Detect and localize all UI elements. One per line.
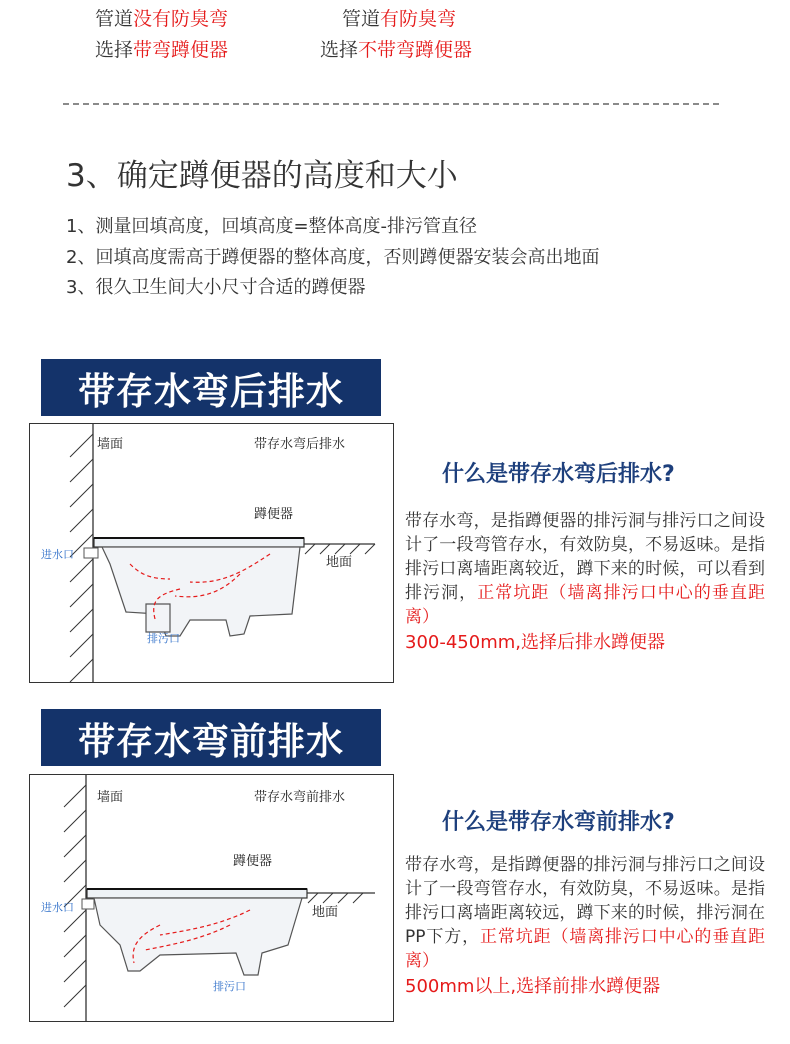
front-diagram bbox=[29, 774, 394, 1022]
front-floor-label: 地面 bbox=[312, 905, 339, 920]
front-paragraph-red: 正常坑距（墙离排污口中心的垂直距离） bbox=[405, 927, 765, 971]
right-pipe-prefix: 管道 bbox=[342, 8, 381, 30]
front-question: 什么是带存水弯前排水? bbox=[442, 810, 675, 835]
rear-toilet-label: 蹲便器 bbox=[254, 507, 294, 522]
rear-inlet-label: 进水口 bbox=[41, 548, 74, 561]
rear-spec: 300-450mm,选择后排水蹲便器 bbox=[405, 632, 665, 653]
front-paragraph-text: 带存水弯，是指蹲便器的排污洞与排污口之间设计了一段弯管存水，有效防臭，不易返味。是指排污口离墙距离较远，蹲下来的时候，排污洞在PP下方， bbox=[405, 855, 765, 947]
front-outlet-label: 排污口 bbox=[213, 980, 246, 993]
section-title: 3、确定蹲便器的高度和大小 bbox=[66, 158, 458, 194]
rear-wall-label: 墙面 bbox=[97, 437, 124, 452]
right-choose-prefix: 选择 bbox=[320, 39, 359, 61]
right-choose-line bbox=[320, 37, 472, 63]
left-pipe-line bbox=[95, 6, 228, 32]
left-choose-prefix: 选择 bbox=[95, 39, 134, 61]
rear-paragraph-text: 带存水弯，是指蹲便器的排污洞与排污口之间设计了一段弯管存水，有效防臭，不易返味。是指排污口离墙距离较近，蹲下来的时候，可以看到排污洞， bbox=[405, 511, 765, 603]
right-pipe-red: 有防臭弯 bbox=[380, 8, 457, 30]
front-banner: 带存水弯前排水 bbox=[41, 709, 381, 766]
right-choose-red: 不带弯蹲便器 bbox=[358, 39, 473, 61]
left-pipe-prefix: 管道 bbox=[95, 8, 134, 30]
front-toilet-label: 蹲便器 bbox=[233, 854, 273, 869]
left-choose-red: 带弯蹲便器 bbox=[133, 39, 229, 61]
front-caption-label: 带存水弯前排水 bbox=[254, 790, 346, 805]
rear-question: 什么是带存水弯后排水? bbox=[442, 462, 675, 487]
dashed-divider bbox=[63, 103, 719, 105]
left-pipe-red: 没有防臭弯 bbox=[133, 8, 229, 30]
rear-paragraph-red: 正常坑距（墙离排污口中心的垂直距离） bbox=[405, 583, 766, 627]
rear-floor-label: 地面 bbox=[326, 555, 353, 570]
front-paragraph bbox=[405, 853, 765, 973]
front-diagram-drawing bbox=[30, 775, 393, 1021]
section-item-1: 1、测量回填高度，回填高度=整体高度-排污管直径 bbox=[66, 216, 478, 237]
right-pipe-line bbox=[342, 6, 456, 32]
section-item-3: 3、很久卫生间大小尺寸合适的蹲便器 bbox=[66, 277, 366, 298]
rear-paragraph bbox=[405, 509, 765, 629]
front-wall-label: 墙面 bbox=[97, 790, 124, 805]
rear-outlet-label: 排污口 bbox=[147, 632, 180, 645]
front-spec: 500mm以上,选择前排水蹲便器 bbox=[405, 976, 661, 997]
left-choose-line bbox=[95, 37, 228, 63]
rear-banner: 带存水弯后排水 bbox=[41, 359, 381, 416]
front-inlet-label: 进水口 bbox=[41, 901, 74, 914]
rear-caption-label: 带存水弯后排水 bbox=[254, 437, 346, 452]
section-item-2: 2、回填高度需高于蹲便器的整体高度，否则蹲便器安装会高出地面 bbox=[66, 247, 600, 268]
rear-diagram bbox=[29, 423, 394, 683]
